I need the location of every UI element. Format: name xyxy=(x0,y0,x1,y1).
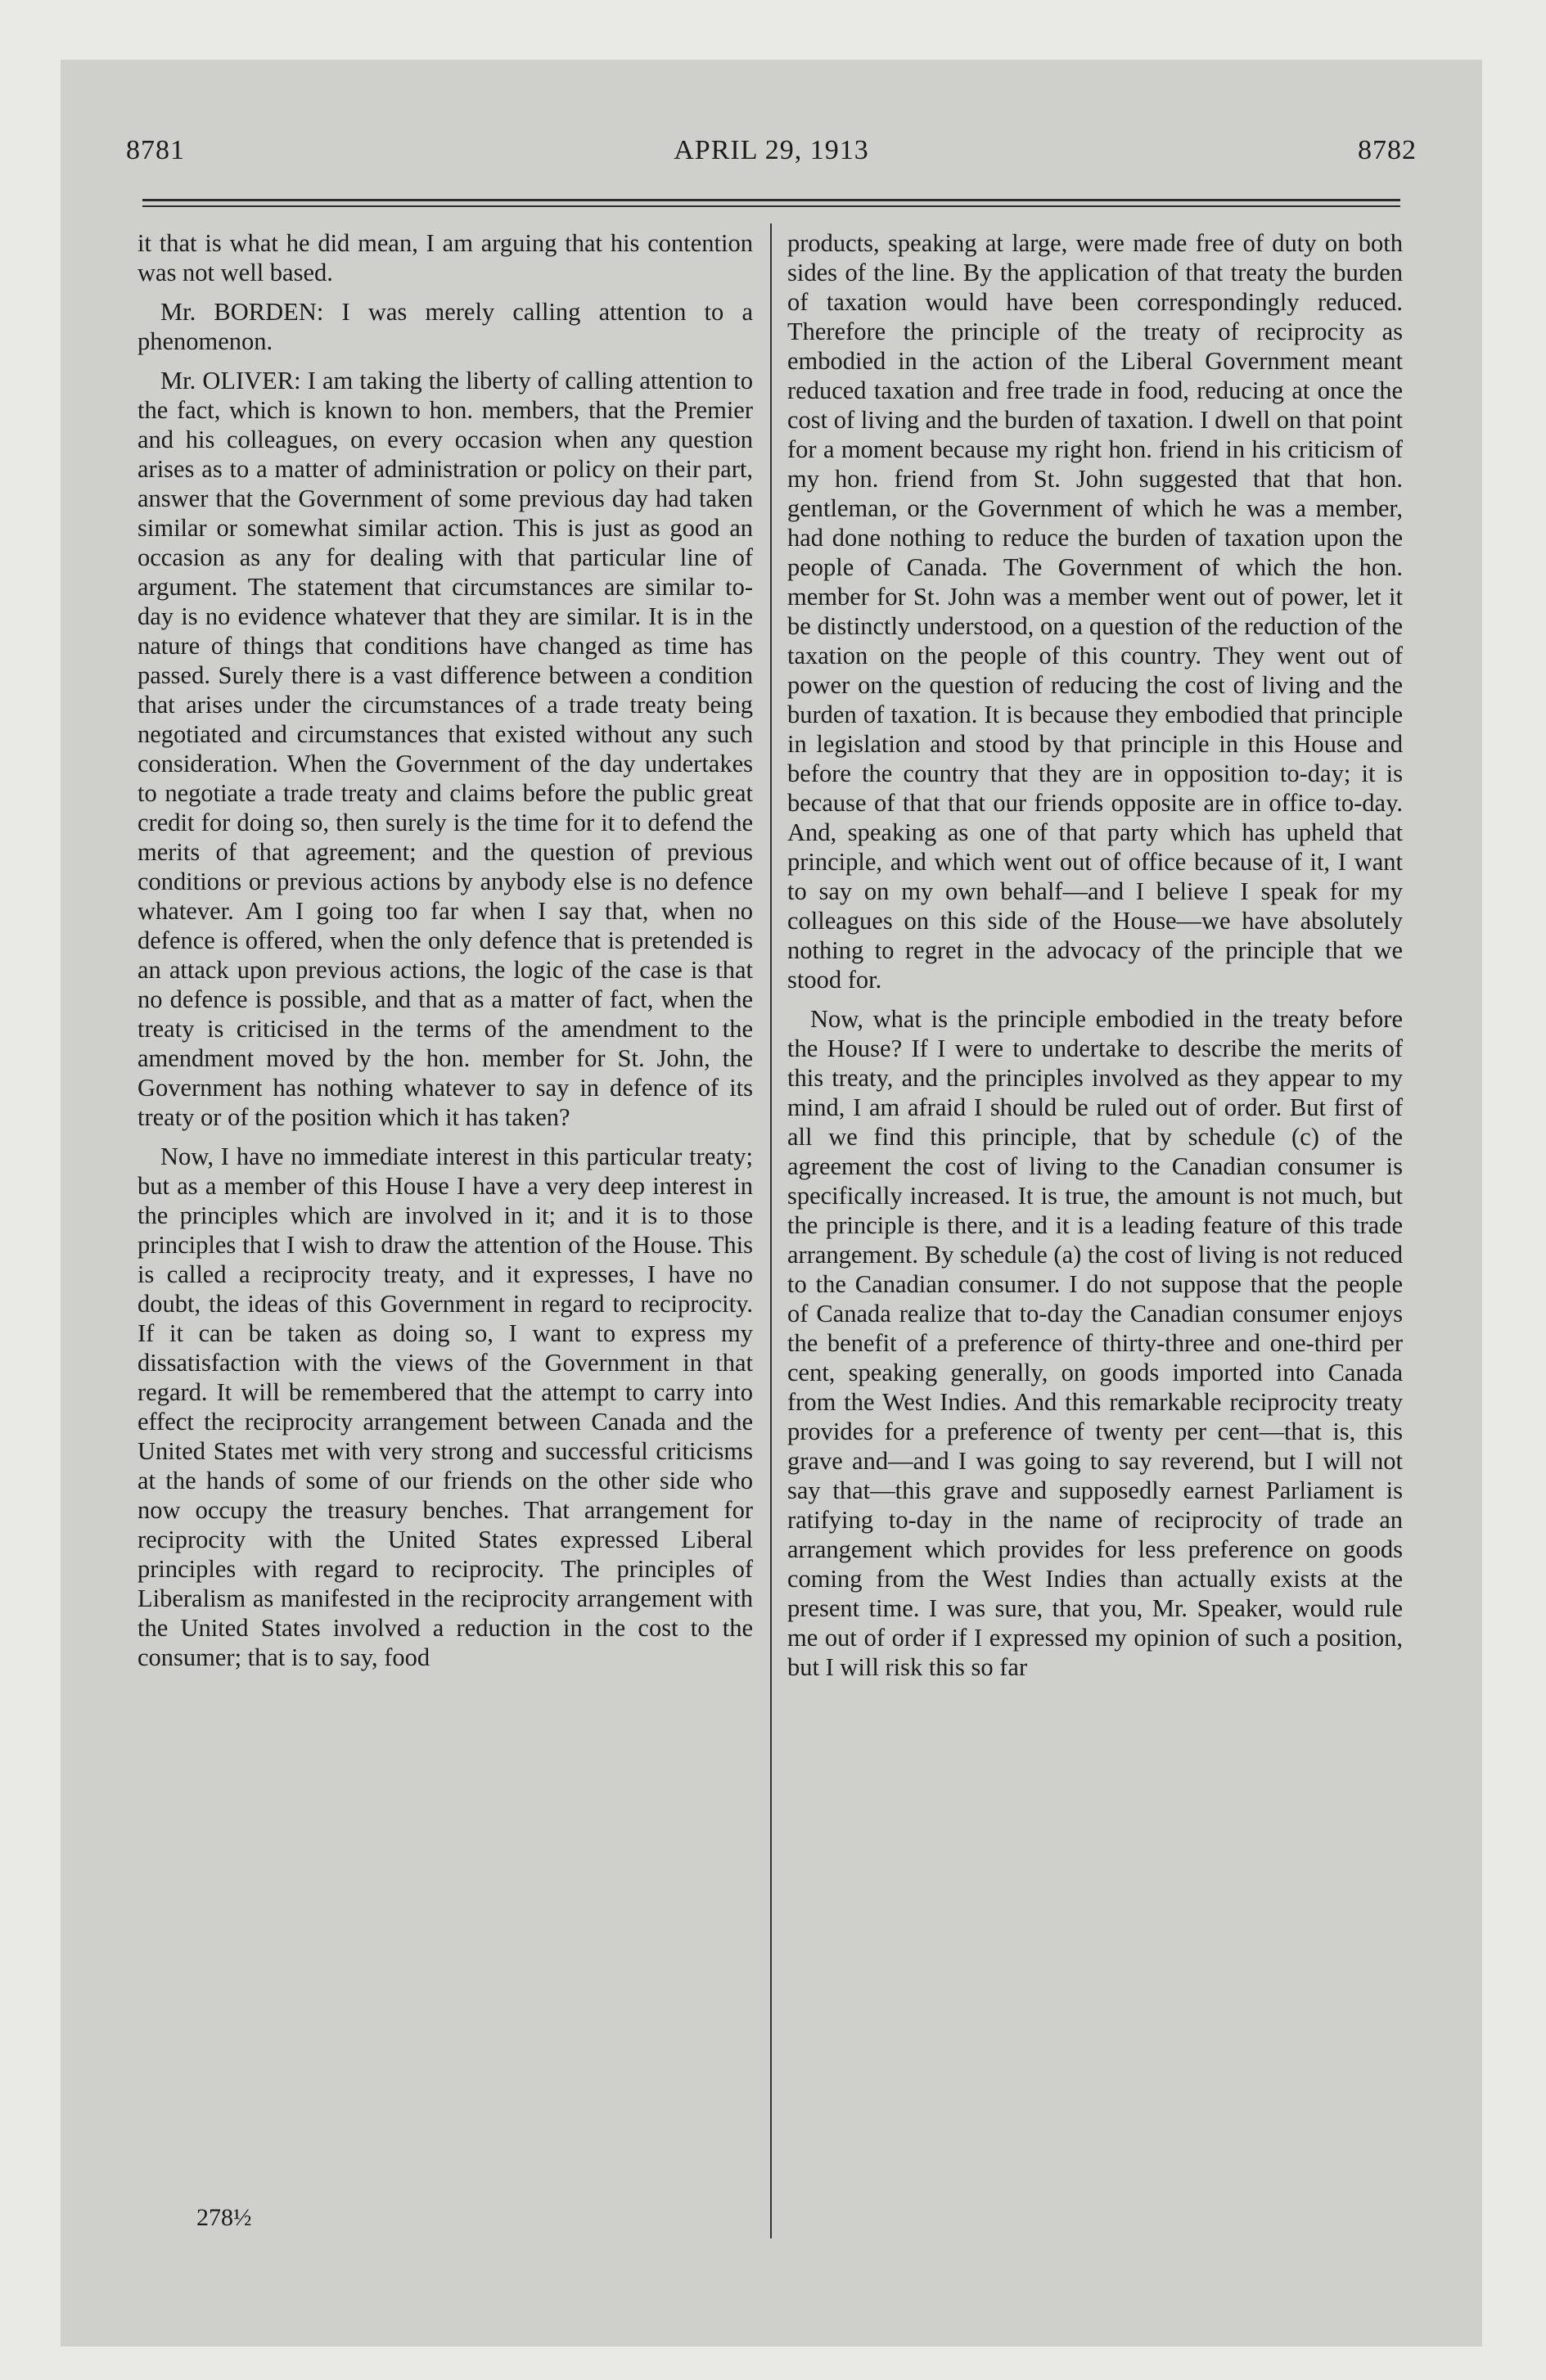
page-sheet xyxy=(61,60,1482,2346)
paragraph: Mr. BORDEN: I was merely calling attention to a phenomenon. xyxy=(137,298,753,355)
page-number-left: 8781 xyxy=(126,135,185,165)
paragraph: Now, I have no immediate interest in this particular treaty; but as a member of this House I have a very deep interest in the principles which are involved in it; and it is to those principles that I wish to draw the attention of the House. This is called a reciprocity treaty, and it expresses, I have no doubt, the ideas of this Government in regard to reciprocity. If it can be taken as doing so, I want to express my dissatisfaction with the views of the Government in that regard. It will be remembered that the attempt to carry into effect the reciprocity arrangement between Canada and the United States met with very strong and successful criticisms at the hands of some of our friends on the other side who now occupy the treasury benches. That arrangement for reciprocity with the United States expressed Liberal principles with regard to reciprocity. The principles of Liberalism as manifested in the reciprocity arrangement with the United States involved a reduction in the cost to the consumer; that is to say, food xyxy=(137,1143,753,1671)
running-header xyxy=(126,135,1417,184)
folio-signature: 278½ xyxy=(196,2204,252,2231)
header-rule-top xyxy=(142,199,1400,201)
paragraph: Mr. OLIVER: I am taking the liberty of calling attention to the fact, which is known to hon. members, that the Premier and his colleagues, on every occasion when any question arises as to a matter of administration or policy on their part, answer that the Government of some previous day had taken similar or somewhat similar action. This is just as good an occasion as any for dealing with that particular line of argument. The statement that circumstances are similar to-day is no evidence whatever that they are similar. It is in the nature of things that conditions have changed as time has passed. Surely there is a vast difference between a condition that arises under the circumstances of a trade treaty being negotiated and circumstances that existed without any such consideration. When the Government of the day undertakes to negotiate a trade treaty and claims before the public great credit for doing so, then surely is the time for it to defend the merits of that agreement; and the question of previous conditions or previous actions by anybody else is no defence whatever. Am I going too far when I say that, when no defence is offered, when the only defence that is pretended is an attack upon previous actions, the logic of the case is that no defence is possible, and that as a matter of fact, when the treaty is criticised in the terms of the amendment to the amendment moved by the hon. member for St. John, the Government has nothing whatever to say in defence of its treaty or of the position which it has taken? xyxy=(137,367,753,1131)
page-number-right: 8782 xyxy=(1358,135,1417,165)
paragraph: it that is what he did mean, I am arguing that his contention was not well based. xyxy=(137,229,753,286)
column-divider xyxy=(770,223,772,2238)
left-column xyxy=(137,228,753,2238)
paragraph: products, speaking at large, were made free of duty on both sides of the line. By the application of that treaty the burden of taxation would have been correspondingly reduced. Therefore the principle of the treaty of reciprocity as embodied in the action of the Liberal Government meant reduced taxation and free trade in food, reducing at once the cost of living and the burden of taxation. I dwell on that point for a moment because my right hon. friend in his criticism of my hon. friend from St. John suggested that that hon. gentleman, or the Government of which he was a member, had done nothing to reduce the burden of taxation upon the people of Canada. The Government of which the hon. member for St. John was a member went out of power, let it be distinctly understood, on a question of the reduction of the taxation on the people of this country. They went out of power on the question of reducing the cost of living and the burden of taxation. It is because they embodied that principle in legislation and stood by that principle in this House and before the country that they are in opposition to-day; it is because of that that our friends opposite are in office to-day. And, speaking as one of that party which has upheld that principle, and which went out of office because of it, I want to say on my own behalf—and I believe I speak for my colleagues on this side of the House—we have absolutely nothing to regret in the advocacy of the principle that we stood for. xyxy=(787,229,1403,994)
header-rule-bottom xyxy=(142,205,1400,207)
header-date: APRIL 29, 1913 xyxy=(674,135,869,165)
right-column xyxy=(787,228,1403,2238)
paragraph: Now, what is the principle embodied in the treaty before the House? If I were to undertake to describe the merits of this treaty, and the principles involved as they appear to my mind, I am afraid I should be ruled out of order. But first of all we find this principle, that by schedule (c) of the agreement the cost of living to the Canadian consumer is specifically increased. It is true, the amount is not much, but the principle is there, and it is a leading feature of this trade arrangement. By schedule (a) the cost of living is not reduced to the Canadian consumer. I do not suppose that the people of Canada realize that to-day the Canadian consumer enjoys the benefit of a preference of thirty-three and one-third per cent, speaking generally, on goods imported into Canada from the West Indies. And this remarkable reciprocity treaty provides for a preference of twenty per cent—that is, this grave and—and I was going to say reverend, but I will not say that—this grave and supposedly earnest Parliament is ratifying to-day in the name of reciprocity of trade an arrangement which provides for less preference on goods coming from the West Indies than actually exists at the present time. I was sure, that you, Mr. Speaker, would rule me out of order if I expressed my opinion of such a position, but I will risk this so far xyxy=(787,1005,1403,1681)
